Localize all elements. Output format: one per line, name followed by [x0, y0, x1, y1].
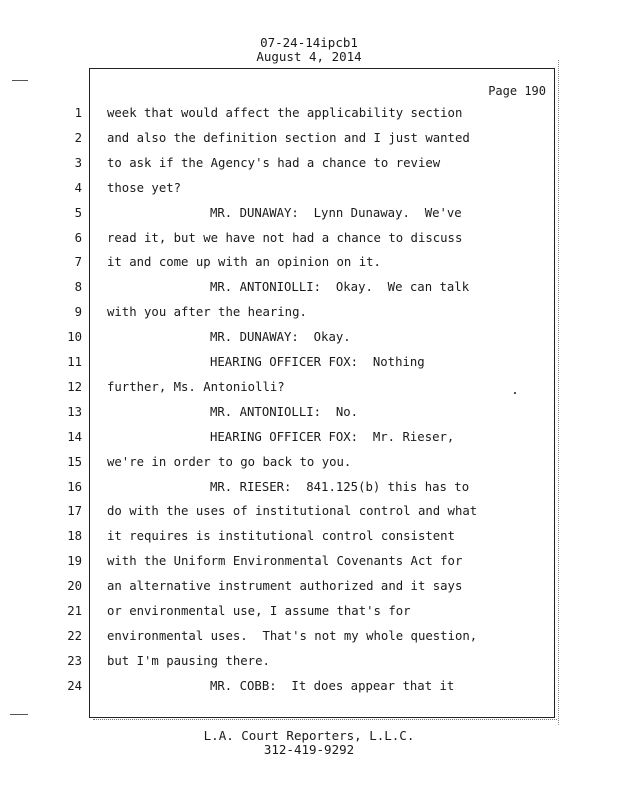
line-number: 19 — [67, 554, 82, 569]
transcript-line — [0, 280, 618, 300]
transcript-line — [0, 604, 618, 624]
transcript-line — [0, 455, 618, 475]
line-text: do with the uses of institutional control and what — [107, 504, 478, 519]
transcript-line — [0, 156, 618, 176]
transcript-line — [0, 355, 618, 375]
line-number: 1 — [74, 106, 82, 120]
transcript-line — [0, 579, 618, 599]
transcript-line — [0, 430, 618, 450]
transcript-line — [0, 330, 618, 350]
transcript-line — [0, 405, 618, 425]
line-number: 5 — [74, 205, 82, 220]
line-text: those yet? — [107, 180, 182, 195]
footer-phone: 312-419-9292 — [263, 742, 355, 757]
line-number: 11 — [67, 355, 82, 369]
line-text: week that would affect the applicability section — [107, 106, 463, 120]
header-date: August 4, 2014 — [256, 49, 362, 64]
line-text: further, Ms. Antoniolli? — [107, 379, 285, 394]
line-text: with you after the hearing. — [107, 305, 307, 320]
line-number: 3 — [74, 155, 82, 170]
line-number: 22 — [67, 628, 82, 643]
line-number: 9 — [74, 305, 82, 320]
footer-company: L.A. Court Reporters, L.L.C. — [203, 728, 415, 743]
transcript-footer — [0, 729, 618, 757]
line-number: 10 — [67, 330, 82, 345]
line-number: 18 — [67, 529, 82, 544]
line-number: 13 — [67, 404, 82, 419]
line-number: 23 — [67, 653, 82, 668]
line-text: an alternative instrument authorized and it says — [107, 579, 463, 594]
transcript-line — [0, 654, 618, 674]
transcript-line — [0, 255, 618, 275]
transcript-line — [0, 305, 618, 325]
transcript-line — [0, 106, 618, 126]
line-text: or environmental use, I assume that's for — [107, 604, 411, 618]
line-number: 2 — [74, 130, 82, 145]
line-text: MR. ANTONIOLLI: Okay. We can talk — [210, 280, 470, 295]
header-file-name: 07-24-14ipcb1 — [260, 35, 358, 50]
line-number: 21 — [67, 604, 82, 618]
line-number: 8 — [74, 280, 82, 295]
line-text: MR. ANTONIOLLI: No. — [210, 404, 359, 419]
line-number: 6 — [74, 230, 82, 245]
line-number: 20 — [67, 579, 82, 594]
line-text: it requires is institutional control consistent — [107, 529, 455, 544]
line-text: HEARING OFFICER FOX: Mr. Rieser, — [210, 429, 455, 444]
line-text: environmental uses. That's not my whole question, — [107, 628, 478, 643]
line-number: 14 — [67, 429, 82, 444]
line-text: we're in order to go back to you. — [107, 454, 352, 469]
line-text: MR. RIESER: 841.125(b) this has to — [210, 479, 470, 494]
line-text: MR. DUNAWAY: Okay. — [210, 330, 351, 345]
line-text: MR. COBB: It does appear that it — [210, 678, 455, 693]
line-number: 4 — [74, 180, 82, 195]
scan-speck — [514, 392, 516, 394]
line-text: but I'm pausing there. — [107, 653, 270, 668]
line-number: 12 — [67, 379, 82, 394]
line-text: HEARING OFFICER FOX: Nothing — [210, 355, 425, 369]
line-number: 16 — [67, 479, 82, 494]
scan-speck — [10, 714, 28, 715]
line-text: it and come up with an opinion on it. — [107, 255, 381, 270]
line-text: and also the definition section and I just wanted — [107, 130, 470, 145]
transcript-line — [0, 554, 618, 574]
line-text: to ask if the Agency's had a chance to review — [107, 155, 441, 170]
line-text: with the Uniform Environmental Covenants Act for — [107, 554, 463, 569]
transcript-line — [0, 181, 618, 201]
transcript-line — [0, 380, 618, 400]
transcript-line — [0, 529, 618, 549]
scan-speck — [12, 80, 28, 81]
frame-scan-shadow — [93, 719, 557, 720]
transcript-line — [0, 131, 618, 151]
page-number: Page 190 — [488, 84, 546, 98]
transcript-line — [0, 504, 618, 524]
transcript-header — [0, 36, 618, 64]
line-text: MR. DUNAWAY: Lynn Dunaway. We've — [210, 205, 462, 220]
line-number: 24 — [67, 678, 82, 693]
transcript-line — [0, 206, 618, 226]
transcript-line — [0, 231, 618, 251]
transcript-line — [0, 679, 618, 699]
line-number: 15 — [67, 454, 82, 469]
line-number: 7 — [74, 255, 82, 270]
transcript-line — [0, 629, 618, 649]
line-number: 17 — [67, 504, 82, 519]
line-text: read it, but we have not had a chance to discuss — [107, 230, 463, 245]
transcript-line — [0, 480, 618, 500]
